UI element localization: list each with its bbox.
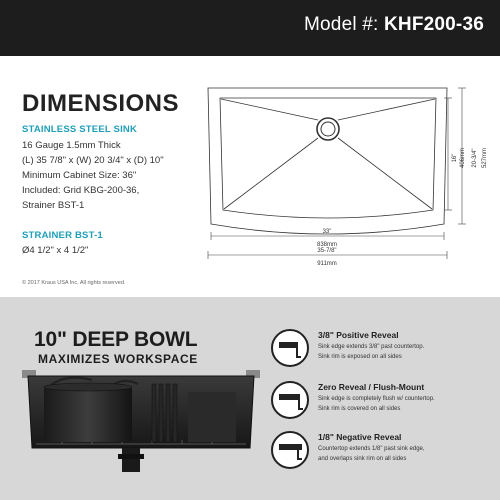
negative-reveal-icon [270, 430, 310, 470]
spec-line: Minimum Cabinet Size: 36" [22, 170, 137, 181]
outer-depth-mm: 527mm [482, 147, 488, 169]
reveal-title: Zero Reveal / Flush-Mount [318, 382, 425, 392]
inner-depth-mm: 406mm [460, 147, 466, 169]
bowl-heading-text: DEEP BOWL [72, 328, 198, 351]
outer-depth-in: 20-3/4" [472, 148, 478, 168]
dimensions-title: DIMENSIONS [22, 90, 180, 117]
cutting-board [188, 392, 236, 442]
drain-line [221, 99, 318, 120]
drain-inner [321, 122, 335, 136]
reveal-text: Sink rim is covered on all sides [318, 406, 401, 412]
model-label: Model #: [304, 14, 379, 35]
outer-width-mm: 911mm [317, 261, 337, 267]
outer-width-in: 35-7/8" [317, 248, 337, 254]
copyright: © 2017 Kraus USA Inc. All rights reserved. [22, 280, 126, 286]
strainer-line: Ø4 1/2" x 4 1/2" [22, 245, 89, 256]
drain-line [338, 99, 435, 120]
spec-line: Strainer BST-1 [22, 200, 85, 211]
strainer-heading: STRAINER BST-1 [22, 230, 103, 241]
reveal-text: Sink edge is completely flush w/ countertop. [318, 396, 435, 402]
sink-heading: STAINLESS STEEL SINK [22, 124, 138, 135]
reveal-text: Countertop extends 1/8" past sink edge, [318, 446, 425, 452]
drain-line [224, 138, 318, 209]
inner-width-in: 33" [322, 229, 332, 235]
model-value: KHF200-36 [383, 14, 484, 35]
reveal-text: and overlaps sink rim on all sides [318, 456, 407, 462]
drain-line [338, 138, 432, 209]
reveal-title: 1/8" Negative Reveal [318, 432, 402, 442]
pot [44, 386, 132, 442]
spec-line: (L) 35 7/8" x (W) 20 3/4" x (D) 10" [22, 155, 164, 166]
inner-width-mm: 838mm [316, 242, 338, 248]
bowl-heading [34, 328, 197, 352]
sink-cutaway-illustration [22, 370, 260, 500]
spec-line: 16 Gauge 1.5mm Thick [22, 140, 121, 151]
bowl-subheading: MAXIMIZES WORKSPACE [38, 352, 198, 366]
positive-reveal-icon [270, 328, 310, 368]
sink-inner-outline [220, 98, 436, 218]
inner-depth-in: 16" [452, 153, 458, 163]
reveal-title: 3/8" Positive Reveal [318, 330, 399, 340]
drain-pipe [122, 448, 140, 472]
sink-outer-outline [208, 88, 447, 234]
reveal-text: Sink rim is exposed on all sides [318, 354, 402, 360]
zero-reveal-icon [270, 380, 310, 420]
spec-line: Included: Grid KBG-200-36, [22, 185, 140, 196]
reveal-text: Sink edge extends 3/8" past countertop. [318, 344, 425, 350]
bowl-depth: 10" [34, 328, 67, 351]
